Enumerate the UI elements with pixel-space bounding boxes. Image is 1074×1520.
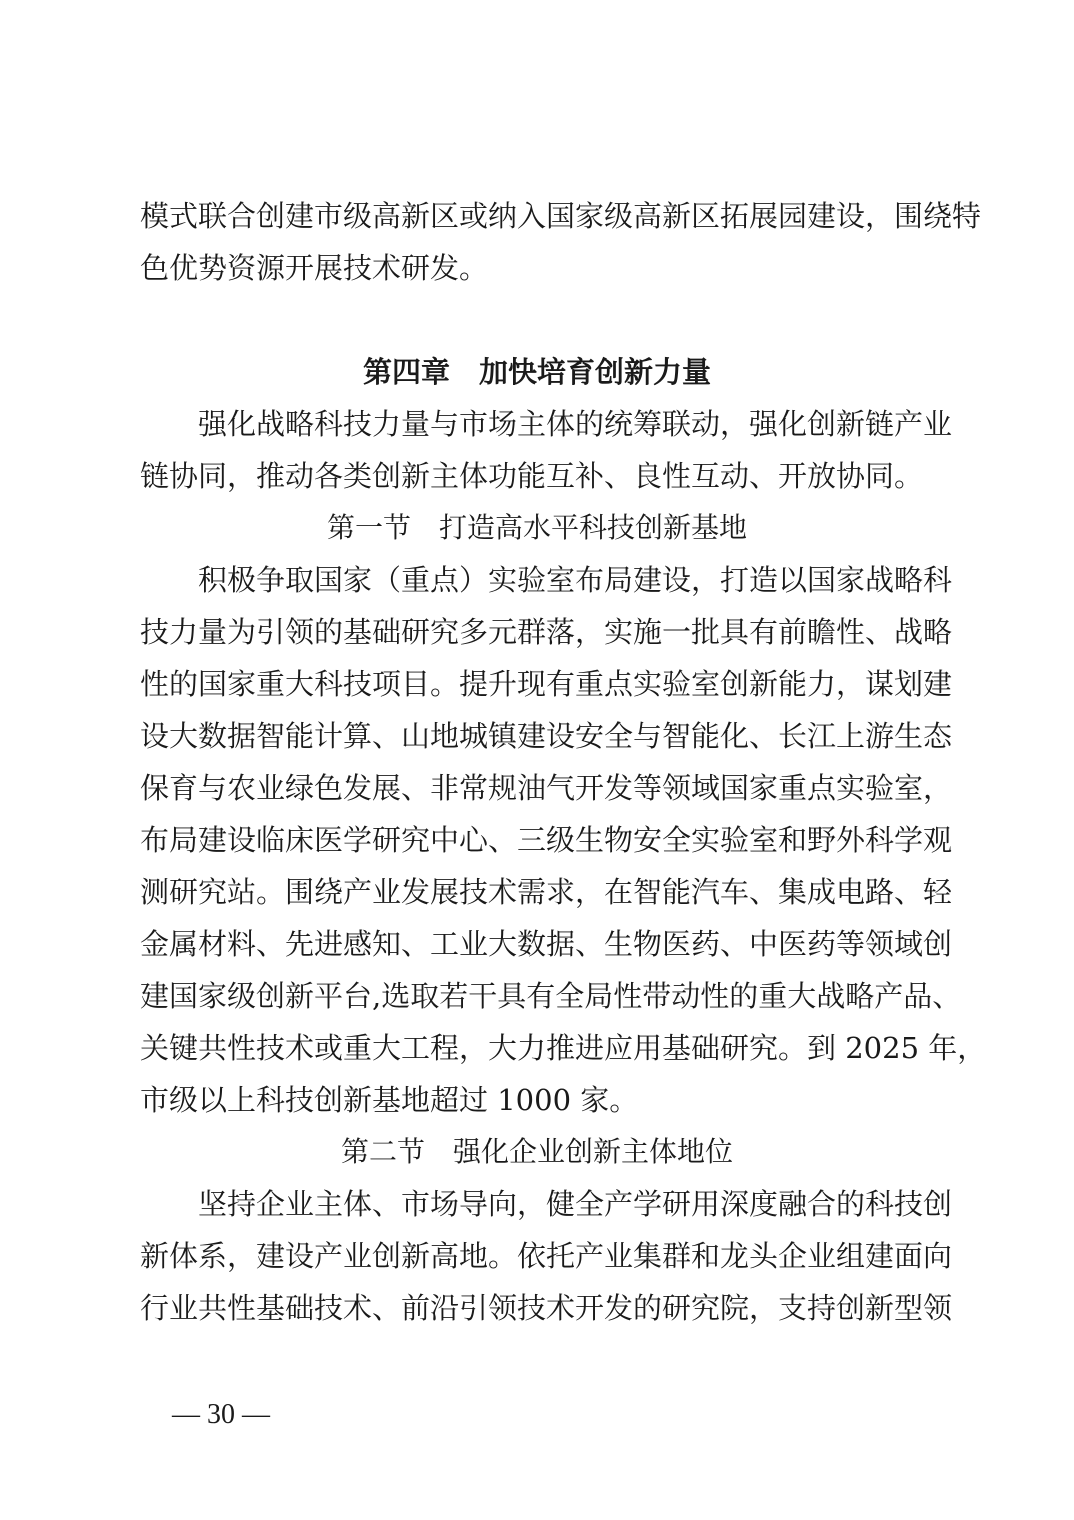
- chapter-line-2: 链协同，推动各类创新主体功能互补、良性互动、开放协同。: [140, 459, 924, 493]
- section1-line-10: 关键共性技术或重大工程，大力推进应用基础研究。到 2025 年，: [140, 1031, 987, 1065]
- section1-line-6: 布局建设临床医学研究中心、三级生物安全实验室和野外科学观: [140, 823, 953, 857]
- intro-line-1: 模式联合创建市级高新区或纳入国家级高新区拓展园建设，围绕特: [140, 199, 982, 233]
- intro-line-2: 色优势资源开展技术研发。: [140, 251, 489, 285]
- section2-line-1: 坚持企业主体、市场导向，健全产学研用深度融合的科技创: [198, 1187, 953, 1221]
- section1-line-7: 测研究站。围绕产业发展技术需求，在智能汽车、集成电路、轻: [140, 875, 953, 909]
- section1-line-2: 技力量为引领的基础研究多元群落，实施一批具有前瞻性、战略: [140, 615, 953, 649]
- page-number: — 30 —: [172, 1399, 270, 1430]
- chapter-title: 第四章 加快培育创新力量: [362, 355, 711, 389]
- section1-line-5: 保育与农业绿色发展、非常规油气开发等领域国家重点实验室，: [140, 771, 953, 805]
- section1-title: 第一节 打造高水平科技创新基地: [326, 511, 747, 544]
- section2-title: 第二节 强化企业创新主体地位: [340, 1135, 733, 1168]
- section1-line-4: 设大数据智能计算、山地城镇建设安全与智能化、长江上游生态: [140, 719, 953, 753]
- section1-line-9: 建国家级创新平台,选取若干具有全局性带动性的重大战略产品、: [140, 979, 962, 1013]
- section1-line-1: 积极争取国家（重点）实验室布局建设，打造以国家战略科: [198, 563, 953, 597]
- section1-line-11: 市级以上科技创新基地超过 1000 家。: [140, 1083, 639, 1117]
- section2-line-2: 新体系，建设产业创新高地。依托产业集群和龙头企业组建面向: [140, 1239, 953, 1273]
- section2-line-3: 行业共性基础技术、前沿引领技术开发的研究院，支持创新型领: [140, 1291, 953, 1325]
- section1-line-3: 性的国家重大科技项目。提升现有重点实验室创新能力，谋划建: [140, 667, 953, 701]
- chapter-line-1: 强化战略科技力量与市场主体的统筹联动，强化创新链产业: [198, 407, 953, 441]
- section1-line-8: 金属材料、先进感知、工业大数据、生物医药、中医药等领域创: [140, 927, 953, 961]
